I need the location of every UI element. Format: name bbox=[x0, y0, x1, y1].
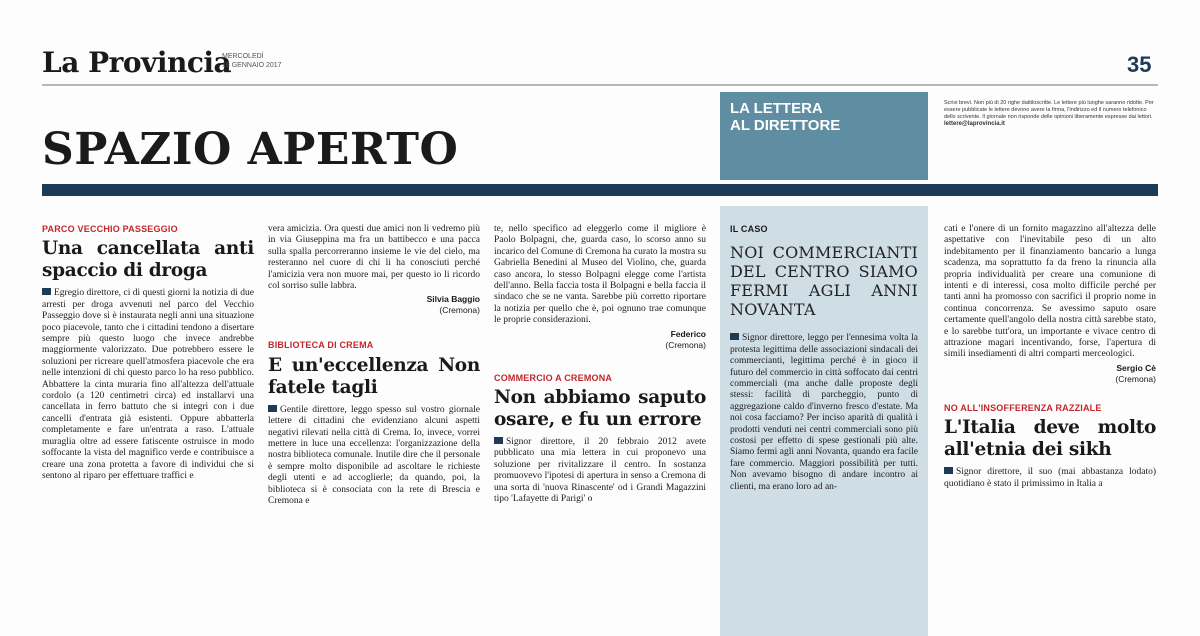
article-body bbox=[730, 333, 918, 493]
bullet-square-icon bbox=[944, 467, 953, 474]
article-text: Signor direttore, il suo (mai abbastanza lodato) quotidiano è stato il primissimo in Italia a bbox=[944, 467, 1156, 489]
info-email: lettere@laprovincia.it bbox=[944, 121, 1005, 127]
article-text: te, nello specifico ad eleggerlo come il migliore è Paolo Bolpagni, che, guarda caso, lo scorso anno su incarico del Comune di Cremona ha curato la mostra su Gabriella Benedini al Museo del Violino, che, guarda caso ancora, lo stesso Bolpagni elegge come l'artista dell'anno. Bella faccia tosta il Bolpagni e bella faccia il sindaco che se ne vanta. Sarebbe più corretto riportare la notizia per quello che è, poi ognuno trae comunque le proprie considerazioni. bbox=[494, 224, 706, 326]
letter-box-line1: LA LETTERA bbox=[730, 100, 823, 117]
article-headline: NOI COMMERCIANTI DEL CENTRO SIAMO FERMI AGLI ANNI NOVANTA bbox=[730, 243, 918, 320]
masthead-title: La Provincia bbox=[42, 46, 232, 79]
page-number: 35 bbox=[1127, 52, 1152, 77]
article-body bbox=[494, 224, 706, 327]
article-kicker: PARCO VECCHIO PASSEGGIO bbox=[42, 224, 178, 234]
signature-city: (Cremona) bbox=[439, 305, 480, 316]
article-headline: Una cancellata anti spaccio di droga bbox=[42, 238, 254, 282]
signature-name: Sergio Cè bbox=[1116, 362, 1156, 373]
article-body bbox=[944, 467, 1156, 490]
bullet-square-icon bbox=[494, 437, 503, 444]
signature bbox=[268, 294, 480, 316]
article-text: Gentile direttore, leggo spesso sul vostro giornale lettere di cittadini che evidenziano alcuni aspetti negativi rilevati nella città di Crema. Io, invece, vorrei mettere in luce una eccellenza: l'organizzazione della nostra biblioteca comunale. Inutile dire che il personale è sempre molto disponibile ad ascoltare le richieste degli utenti e ad accoglierle; da quando, poi, la biblioteca si è consociata con la rete di Brescia e Cremona e bbox=[268, 404, 480, 507]
info-box bbox=[944, 100, 1156, 128]
article-body bbox=[268, 224, 480, 292]
article-kicker: BIBLIOTECA DI CREMA bbox=[268, 340, 374, 351]
masthead-date bbox=[222, 52, 282, 70]
signature-city: (Cremona) bbox=[1115, 373, 1156, 384]
letter-box bbox=[720, 92, 928, 180]
bullet-square-icon bbox=[730, 333, 739, 340]
column-1 bbox=[42, 206, 254, 636]
column-3 bbox=[494, 206, 706, 636]
letter-box-line2: AL DIRETTORE bbox=[730, 117, 841, 134]
signature-name: Silvia Baggio bbox=[426, 294, 480, 305]
signature-name: Federico bbox=[670, 328, 706, 339]
article-kicker: COMMERCIO A CREMONA bbox=[494, 372, 613, 383]
article-kicker: IL CASO bbox=[730, 224, 768, 234]
masthead-day: MERCOLEDÌ bbox=[222, 53, 264, 60]
article-text: Signor direttore, leggo per l'ennesima volta la protesta legittima delle associazioni sindacali dei commercianti, legittima perché è in gioco il futuro del commercio in città soffocato dai centri commerciali (ma anche dalle proposte degli stessi: facilità di parcheggio, punto di aggregazione caldo d'inverno fresco d'estate. Ma noi cosa facciamo? Per inciso aparità di qualità i prodotti venduti nei centri commerciali sono più costosi per effetto di spese gestionali più alte. Siamo fermi agli anni Novanta, quando era facile fare commercio. Maggiori possibilità per tutti. Non avevamo bisogno di andare incontro ai clienti, ma erano loro ad an- bbox=[730, 333, 918, 492]
article-body bbox=[944, 224, 1156, 361]
info-text: Scrivi brevi. Non più di 20 righe dattiloscritte. Le lettere più lunghe saranno ridotte. Per essere pubblicate le lettere devono avere la firma, l'indirizzo ed il numero telefonico dello scrivente. Il giornale non risponde delle opinioni liberamente espresse dai lettori. bbox=[944, 100, 1154, 120]
column-5 bbox=[944, 206, 1156, 636]
column-2 bbox=[268, 206, 480, 636]
column-4-il-caso bbox=[720, 206, 928, 636]
article-headline: Non abbiamo saputo osare, e fu un errore bbox=[494, 387, 706, 431]
top-rule bbox=[42, 84, 1158, 86]
masthead-full-date: 18 GENNAIO 2017 bbox=[222, 62, 282, 69]
section-bar bbox=[42, 184, 1158, 196]
article-text: cati e l'onere di un fornito magazzino all'altezza delle aspettative con l'inevitabile peso di un alto indebitamento per il finanziamento bancario a lunga scadenza, ma soprattutto fa da freno la rinuncia alla propria individualità per creare una comunione di intenti e di interessi, cosa molto difficile perché per tanti anni ha promosso con sacrifici il proprio nome in continua concorrenza. Se avessimo saputo osare certamente quell'angolo della nostra città sarebbe stato, e lo sarebbe tutt'ora, un importante e vivace centro di attrazione magari incentivando, forse, l'apertura di simili insediamenti di altri comparti merceologici. bbox=[944, 224, 1156, 360]
article-text: Egregio direttore, ci di questi giorni la notizia di due arresti per droga avvenuti nel parco del Vecchio Passeggio dove si è instaurata negli anni una situazione poco piacevole, tanto che i cittadini tendono a disertare sempre più questo luogo che invece andrebbe maggiormente valorizzato. Due potrebbero essere le soluzioni per ricreare quell'atmosfera piacevole che era nelle intenzioni di chi questo parco lo ha reso pubblico. Abbattere la cinta muraria fino all'altezza dell'attuale cordolo (a 120 centimetri circa) ed installarvi una cancellata in ferro battuto che si integri con i due cancelli d'entrata già esistenti. Oppure abbatterla completamente e fare un'entrata a raso. L'attuale muraglia oltre ad essere fatiscente ostruisce in modo soffocante la vista del magnifico verde e contribuisce a creare una zona protetta a favore di individui che si sentono al riparo per effettuare traffici e bbox=[42, 288, 254, 481]
article-text: vera amicizia. Ora questi due amici non li vedremo più in via Giuseppina ma fra un battibecco e una pacca sulla spalla percorreranno insieme le vie del cielo, ma resteranno nel cuore di chi li ha conosciuti perché l'amicizia vera non muore mai, per questo io li ricordo col sorriso sulle labbra. bbox=[268, 224, 480, 292]
article-body bbox=[494, 437, 706, 505]
article-body bbox=[268, 405, 480, 508]
article-text: Signor direttore, il 20 febbraio 2012 avete pubblicato una mia lettera in cui proponevo una soluzione per rivitalizzare il centro. In sostanza promuovevo l'ipotesi di apertura in senso a Cremona di una sorta di 'nuova Rinascente' od i Grandi Magazzini tipo 'Lafayette di Parigi' o bbox=[494, 437, 706, 505]
section-title: SPAZIO APERTO bbox=[42, 124, 459, 175]
article-headline: E un'eccellenza Non fatele tagli bbox=[268, 354, 480, 398]
article-kicker: NO ALL'INSOFFERENZA RAZZIALE bbox=[944, 402, 1102, 413]
article-headline: L'Italia deve molto all'etnia dei sikh bbox=[944, 417, 1156, 461]
signature bbox=[494, 329, 706, 351]
bullet-square-icon bbox=[268, 405, 277, 412]
signature-city: (Cremona) bbox=[665, 339, 706, 350]
bullet-square-icon bbox=[42, 288, 51, 295]
signature bbox=[944, 363, 1156, 385]
article-body bbox=[42, 288, 254, 482]
